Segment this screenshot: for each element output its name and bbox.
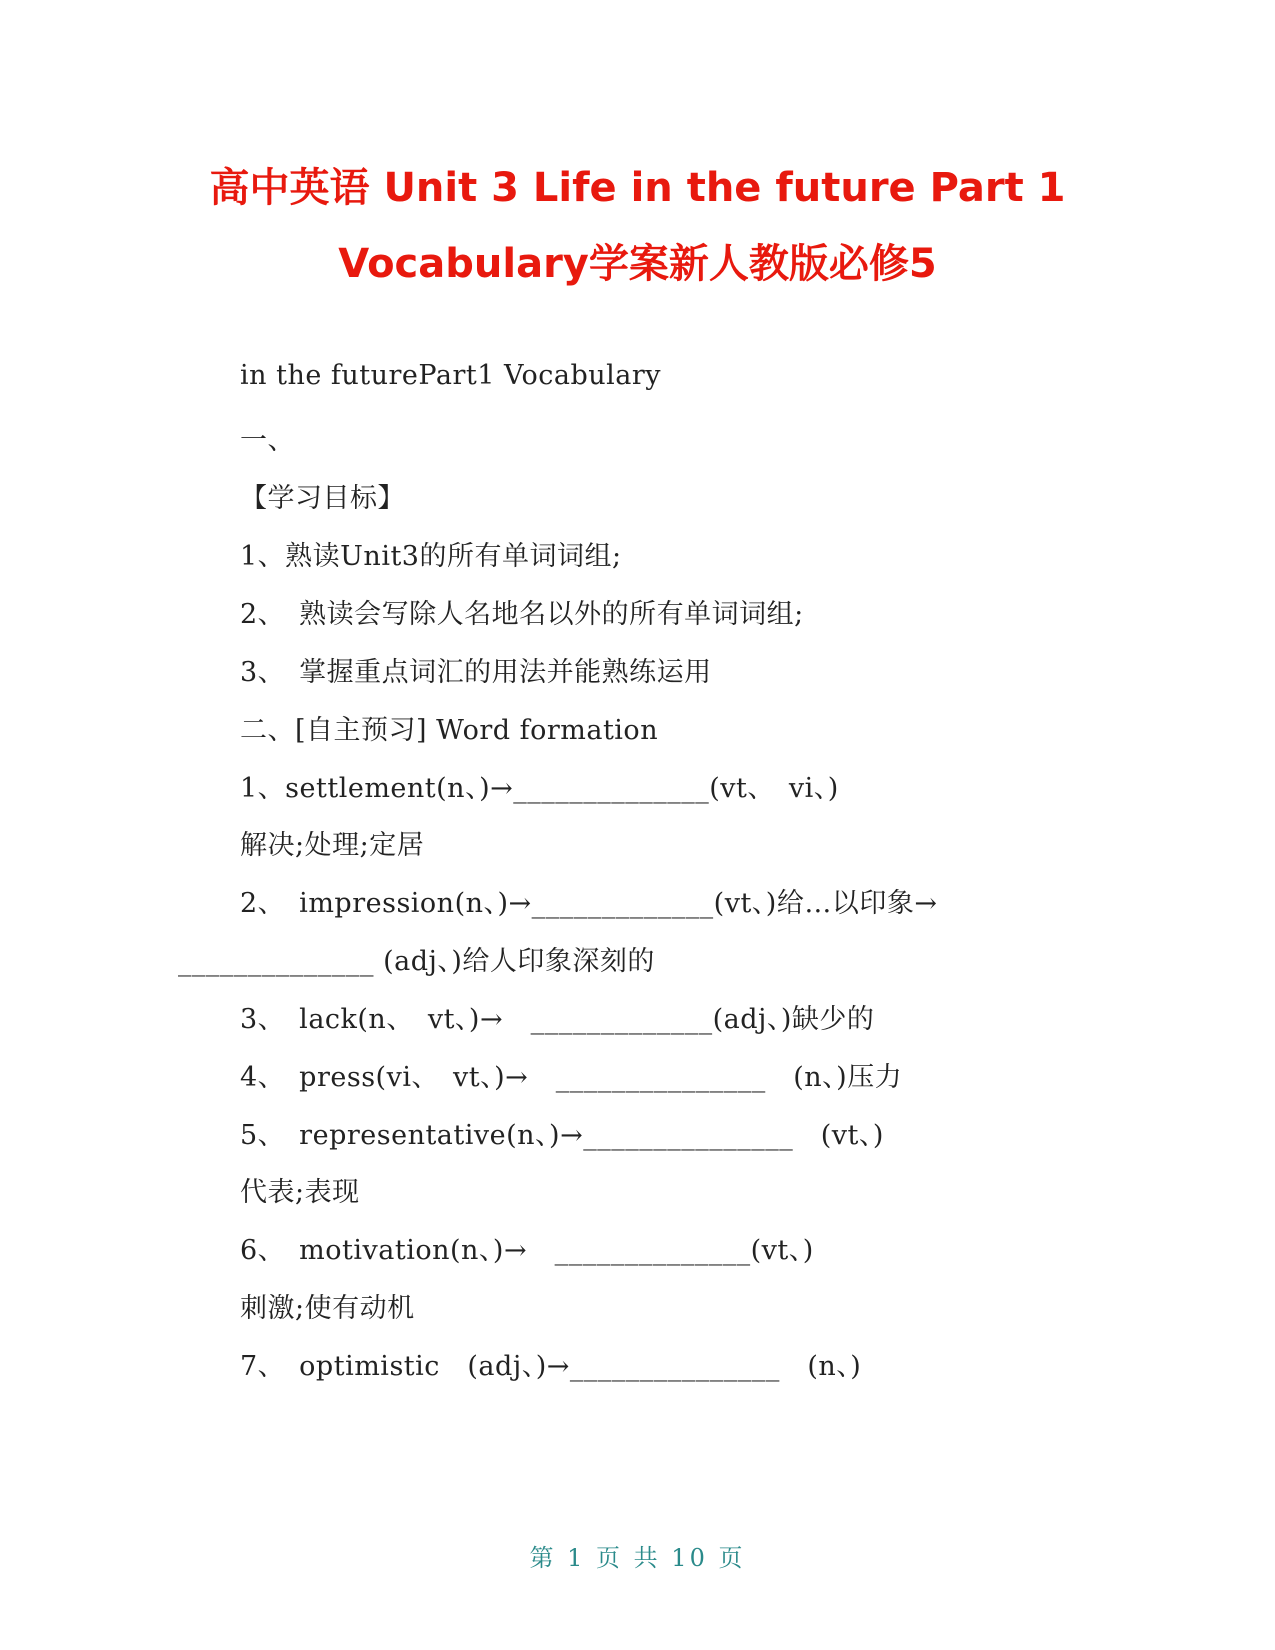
exercise-item-7: 7、 optimistic (adj、)→_______________ (n、) <box>240 1351 862 1382</box>
goal-item-3: 3、 掌握重点词汇的用法并能熟练运用 <box>240 657 712 688</box>
subtitle-line: in the futurePart1 Vocabulary <box>240 360 662 391</box>
title-line-1: 高中英语 Unit 3 Life in the future Part 1 <box>209 165 1066 211</box>
title-line-2: Vocabulary学案新人教版必修5 <box>338 241 937 287</box>
exercise-item-5: 5、 representative(n、)→_______________ (vt、) <box>240 1120 884 1151</box>
exercise-item-1: 1、settlement(n、)→______________(vt、 vi、) <box>240 773 839 804</box>
exercise-item-3: 3、 lack(n、 vt、)→ _____________(adj、)缺少的 <box>240 1004 875 1035</box>
exercise-item-6-meaning: 刺激;使有动机 <box>240 1293 415 1324</box>
section-number-1: 一、 <box>240 425 295 456</box>
exercise-item-4: 4、 press(vi、 vt、)→ _______________ (n、)压力 <box>240 1062 903 1093</box>
preview-heading: 二、[自主预习] Word formation <box>240 715 659 746</box>
learning-goals-heading: 【学习目标】 <box>240 483 405 514</box>
document-title <box>130 150 1145 302</box>
exercise-item-6: 6、 motivation(n、)→ ______________(vt、) <box>240 1235 814 1266</box>
goal-item-1: 1、熟读Unit3的所有单词词组; <box>240 541 622 572</box>
exercise-item-2: 2、 impression(n、)→_____________(vt、)给…以印象→ <box>240 888 938 919</box>
exercise-item-2-continued: ______________ (adj、)给人印象深刻的 <box>178 946 655 977</box>
page-footer: 第 1 页 共 10 页 <box>529 1544 746 1572</box>
goal-item-2: 2、 熟读会写除人名地名以外的所有单词词组; <box>240 599 804 630</box>
exercise-item-5-meaning: 代表;表现 <box>240 1177 360 1208</box>
exercise-item-1-meaning: 解决;处理;定居 <box>240 830 425 861</box>
